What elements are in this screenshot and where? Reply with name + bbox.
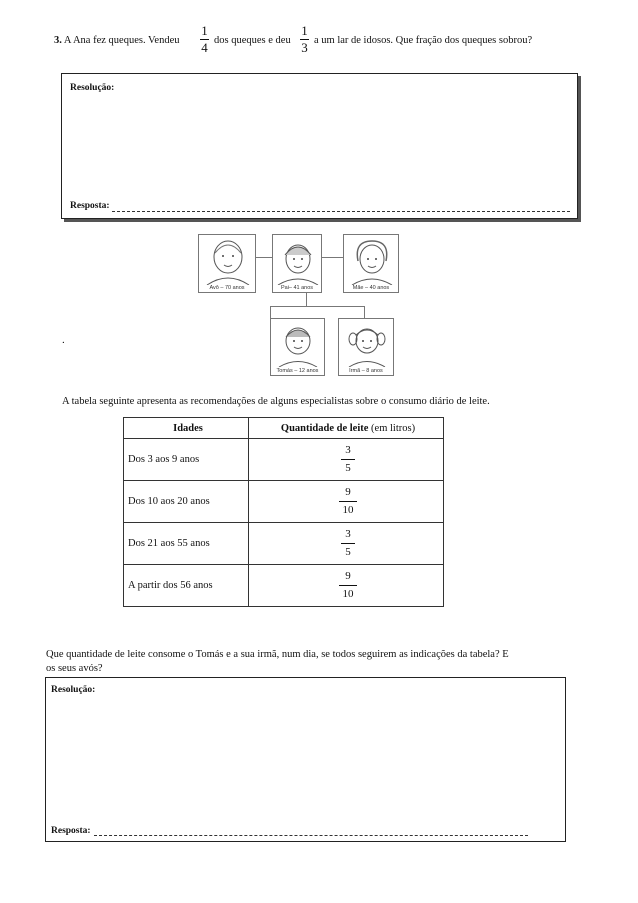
- fraction-one-quarter: 1 4: [201, 23, 208, 55]
- header-quantity: Quantidade de leite (em litros): [249, 418, 444, 439]
- sister-portrait: [338, 318, 394, 376]
- answer-line[interactable]: [112, 211, 570, 212]
- stray-dot: .: [62, 334, 65, 346]
- question-text-part3: a um lar de idosos. Que fração dos queques sobrou?: [314, 35, 533, 46]
- resolution-label: Resolução:: [70, 83, 115, 93]
- question-text-part1: A Ana fez queques. Vendeu: [63, 35, 180, 46]
- tomas-portrait: [270, 318, 325, 376]
- grandfather-portrait: [198, 234, 256, 293]
- table-row: [124, 523, 444, 565]
- question-number: 3.: [54, 35, 62, 46]
- resolution-box-q3[interactable]: [61, 73, 578, 219]
- table-row: [124, 481, 444, 523]
- age-range: Dos 21 aos 55 anos: [124, 523, 249, 565]
- table-header-row: [124, 418, 444, 439]
- milk-quantity: $\frac{3}{5}$: [249, 523, 444, 565]
- table-row: [124, 565, 444, 607]
- answer-label: Resposta:: [51, 826, 91, 836]
- father-portrait: [272, 234, 322, 293]
- table-intro: A tabela seguinte apresenta as recomendações de alguns especialistas sobre o consumo diário de leite.: [62, 396, 490, 407]
- milk-quantity: $\frac{9}{10}$: [249, 565, 444, 607]
- age-range: Dos 3 aos 9 anos: [124, 439, 249, 481]
- question-3: [54, 23, 614, 60]
- resolution-label: Resolução:: [51, 685, 96, 695]
- family-tree: [190, 230, 405, 380]
- mother-label: Mãe – 40 anos: [352, 285, 390, 291]
- father-label: Pai– 41 anos: [280, 285, 314, 291]
- age-range: Dos 10 aos 20 anos: [124, 481, 249, 523]
- milk-table: [123, 417, 444, 607]
- age-range: A partir dos 56 anos: [124, 565, 249, 607]
- answer-label: Resposta:: [70, 201, 110, 211]
- table-row: [124, 439, 444, 481]
- sister-label: Irmã – 8 anos: [349, 368, 383, 374]
- tomas-label: Tomás – 12 anos: [276, 368, 319, 374]
- resolution-box-q4[interactable]: [45, 677, 566, 842]
- question-text-part2: dos queques e deu: [214, 35, 291, 46]
- milk-quantity: $\frac{9}{10}$: [249, 481, 444, 523]
- header-ages: Idades: [124, 418, 249, 439]
- fraction-one-third: 1 3: [301, 23, 308, 55]
- answer-line[interactable]: [94, 835, 528, 836]
- question-4-text: Que quantidade de leite consome o Tomás e a sua irmã, num dia, se todos seguirem as indicações da tabela? E os seus avós?: [46, 649, 509, 674]
- mother-portrait: [343, 234, 399, 293]
- grandfather-label: Avô – 70 anos: [209, 285, 245, 291]
- milk-quantity: $\frac{3}{5}$: [249, 439, 444, 481]
